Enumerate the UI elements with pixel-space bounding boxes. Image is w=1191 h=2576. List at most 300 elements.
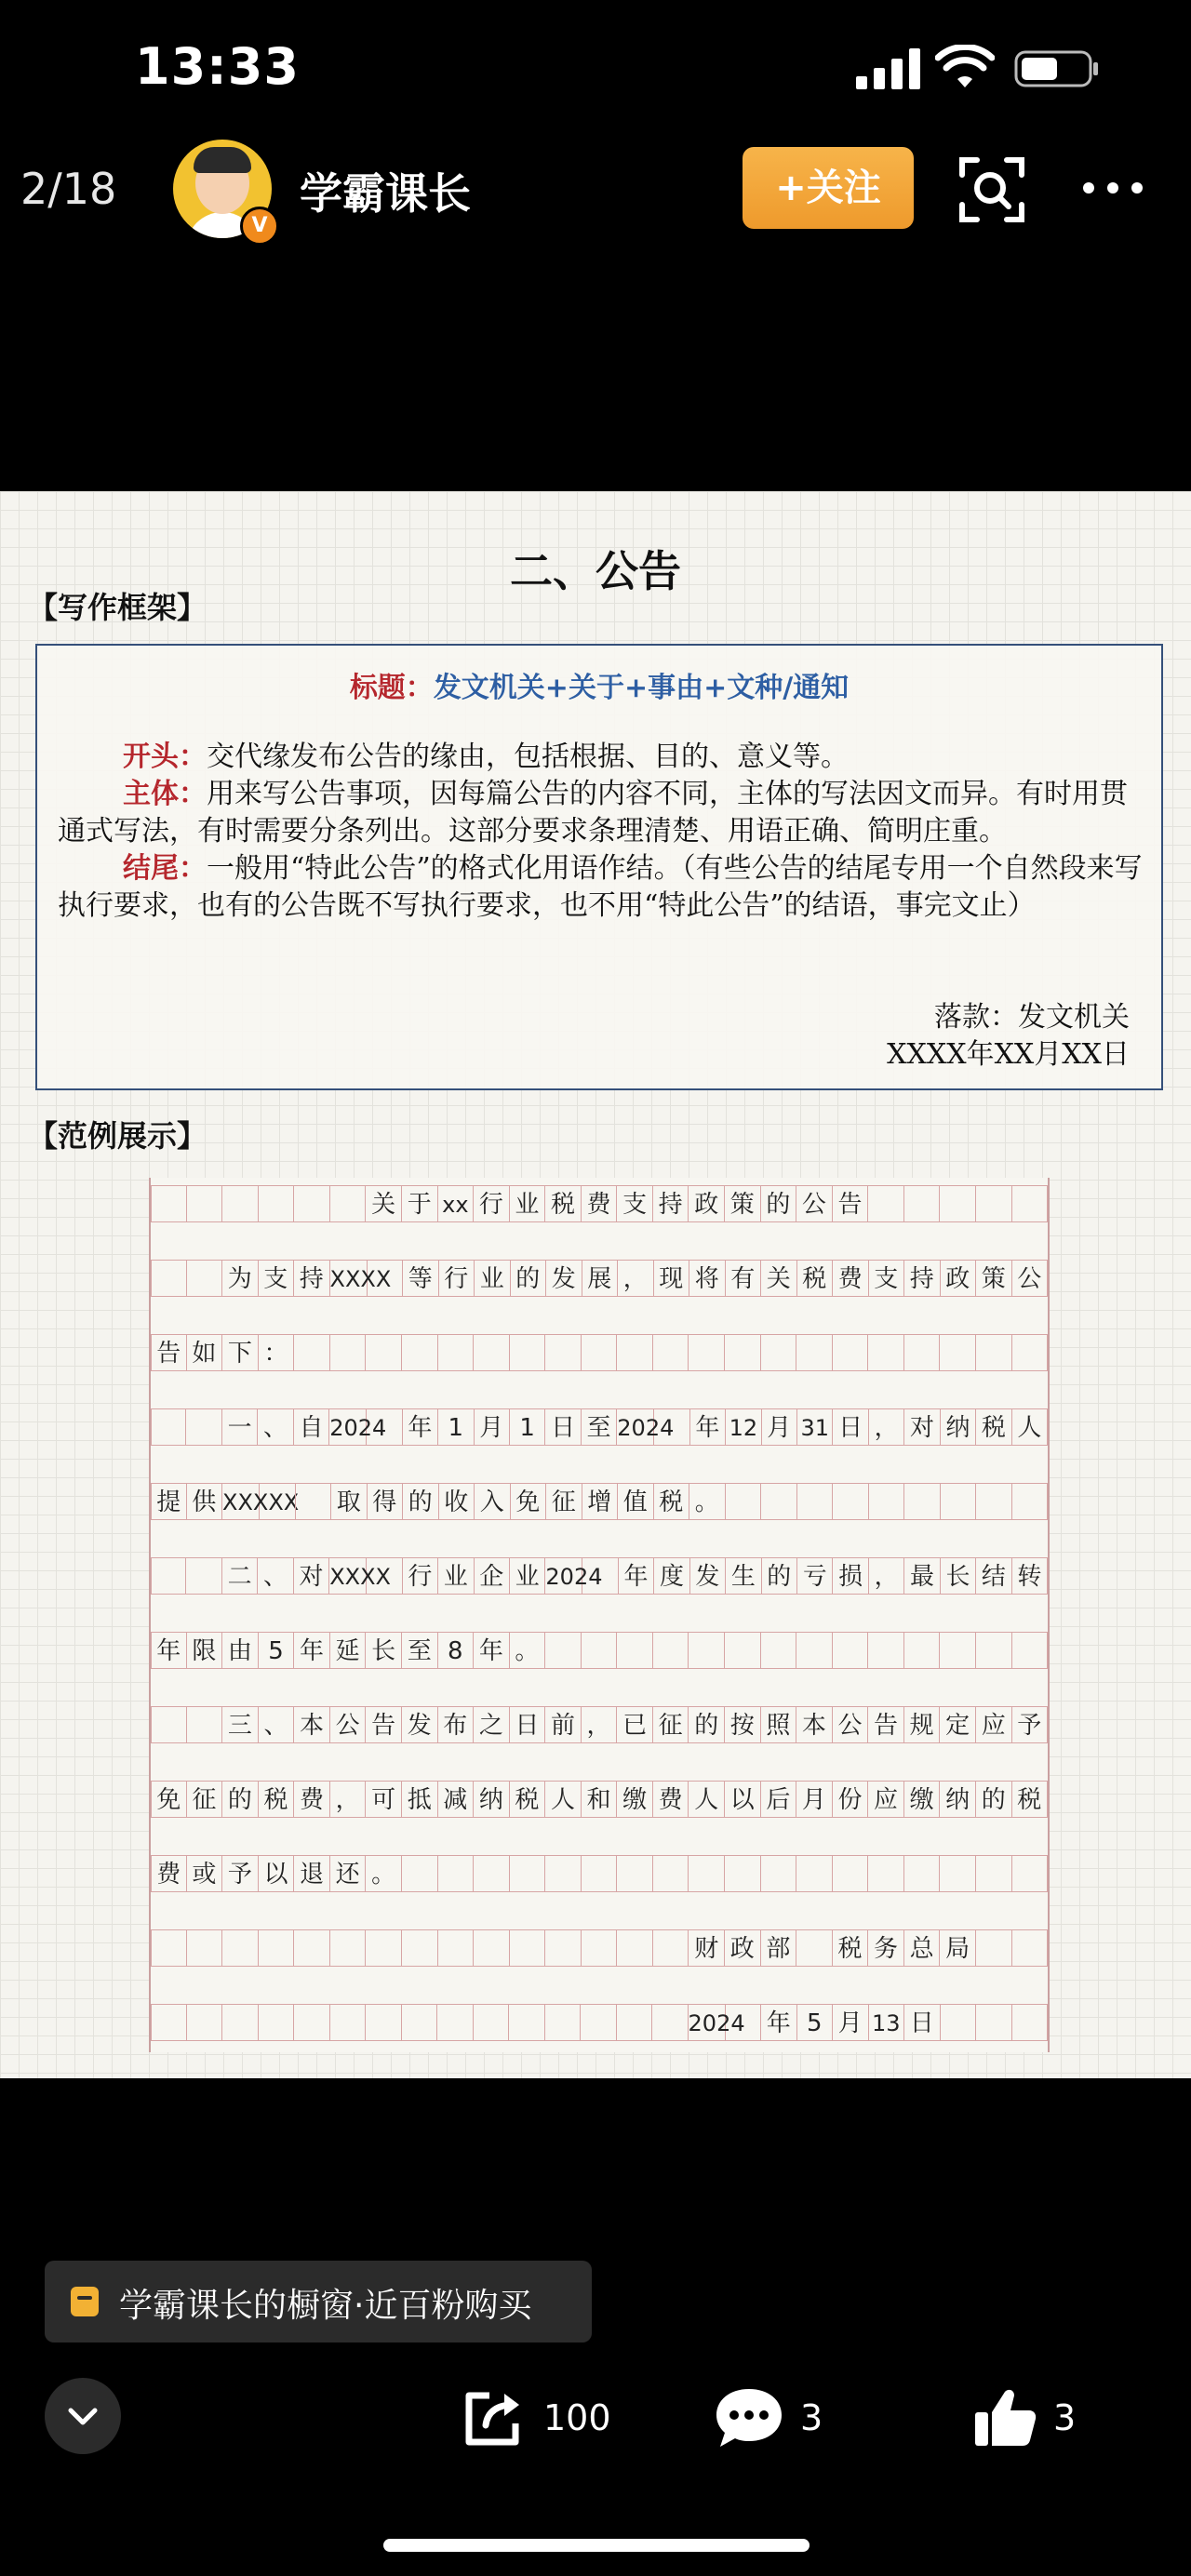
grid-cell: [868, 1855, 904, 1892]
grid-cell: 年: [403, 1408, 438, 1446]
comment-count: 3: [800, 2397, 823, 2438]
grid-cell: 供: [187, 1483, 223, 1520]
grid-cell: [1012, 1334, 1049, 1371]
grid-cell: [941, 2004, 977, 2041]
opening-text: 交代缘发布公告的缘由，包括根据、目的、意义等。: [207, 741, 849, 773]
grid-cell: 政: [725, 1929, 761, 1967]
like-button[interactable]: [971, 2385, 1076, 2450]
grid-cell: 以: [259, 1855, 295, 1892]
grid-cell: 现: [654, 1260, 690, 1297]
grid-cell: 转: [1012, 1557, 1048, 1595]
grid-row: [151, 1929, 1048, 1967]
grid-cell: 月: [475, 1408, 510, 1446]
grid-cell: 规: [904, 1706, 941, 1743]
grid-cell: [940, 1185, 976, 1222]
grid-cell: 支: [259, 1260, 295, 1297]
grid-cell: 局: [940, 1929, 976, 1967]
grid-cell: [976, 1855, 1012, 1892]
grid-cell: [761, 1855, 797, 1892]
grid-cell: 年: [761, 2004, 797, 2041]
grid-cell: 退: [294, 1855, 330, 1892]
grid-cell: 的: [403, 1483, 439, 1520]
grid-cell: 总: [904, 1929, 941, 1967]
grid-row: [151, 1781, 1048, 1818]
grid-cell: 对: [904, 1408, 940, 1446]
grid-cell: [474, 1334, 510, 1371]
grid-row: [151, 1557, 1048, 1595]
follow-button[interactable]: +关注: [743, 147, 914, 229]
page-counter: 2/18: [20, 164, 117, 214]
grid-cell: [689, 1632, 725, 1669]
grid-cell: [833, 1483, 869, 1520]
grid-cell: [581, 2004, 617, 2041]
grid-cell: [367, 1408, 402, 1446]
grid-cell: [151, 1260, 187, 1297]
grid-cell: [761, 1632, 797, 1669]
more-icon[interactable]: [1079, 164, 1146, 212]
grid-cell: [294, 1929, 330, 1967]
like-count: 3: [1053, 2397, 1077, 2438]
grid-cell: [940, 1632, 976, 1669]
grid-cell: 缴: [904, 1781, 941, 1818]
grid-cell: [151, 1929, 187, 1967]
grid-cell: 5: [797, 2004, 834, 2041]
signal-icon: [856, 48, 921, 89]
grid-cell: [582, 1929, 618, 1967]
grid-cell: 年: [294, 1632, 330, 1669]
grid-cell: 2024: [689, 2004, 726, 2041]
grid-cell: [151, 1557, 186, 1595]
grid-cell: [653, 1929, 689, 1967]
grid-cell: ：: [259, 1334, 295, 1371]
grid-cell: 人: [545, 1781, 582, 1818]
collapse-button[interactable]: [45, 2378, 121, 2454]
grid-cell: [402, 1855, 438, 1892]
grid-cell: [725, 1855, 761, 1892]
grid-cell: [151, 1185, 187, 1222]
framework-box: [35, 644, 1163, 1090]
grid-cell: 费: [294, 1781, 330, 1818]
grid-cell: 缴: [617, 1781, 653, 1818]
grid-cell: xx: [438, 1185, 475, 1222]
grid-cell: [330, 1929, 367, 1967]
grid-cell: [869, 1483, 905, 1520]
grid-cell: 支: [869, 1260, 905, 1297]
opening-label: 开头：: [123, 741, 207, 773]
grid-cell: 人: [689, 1781, 725, 1818]
grid-cell: 以: [725, 1781, 761, 1818]
grid-cell: 业: [510, 1185, 546, 1222]
grid-cell: 、: [258, 1408, 293, 1446]
grid-cell: 三: [222, 1706, 259, 1743]
grid-cell: [725, 1632, 761, 1669]
comment-icon: [713, 2385, 785, 2450]
grid-cell: [187, 1260, 223, 1297]
grid-cell: [796, 1929, 833, 1967]
grid-cell: 由: [222, 1632, 259, 1669]
image-search-icon[interactable]: [958, 156, 1025, 223]
grid-cell: 长: [941, 1557, 976, 1595]
grid-cell: 前: [545, 1706, 582, 1743]
grid-cell: 已: [617, 1706, 653, 1743]
grid-cell: [259, 2004, 295, 2041]
grid-cell: [151, 1706, 187, 1743]
grid-cell: 税: [833, 1929, 869, 1967]
grid-cell: 税: [510, 1781, 546, 1818]
grid-cell: 政: [941, 1260, 977, 1297]
share-button[interactable]: [462, 2385, 611, 2450]
framework-section-label: 【写作框架】: [28, 590, 207, 625]
grid-cell: [1012, 1185, 1049, 1222]
grid-cell: 8: [438, 1632, 475, 1669]
grid-cell: 展: [582, 1260, 619, 1297]
grid-cell: [510, 1855, 546, 1892]
grid-cell: [510, 1334, 546, 1371]
grid-cell: 业: [510, 1557, 545, 1595]
grid-cell: [976, 2004, 1012, 2041]
grid-cell: 一: [222, 1408, 258, 1446]
grid-cell: [545, 1929, 582, 1967]
grid-cell: 的: [689, 1706, 725, 1743]
grid-cell: [833, 1632, 869, 1669]
grid-cell: [474, 1855, 510, 1892]
grid-cell: [582, 1557, 618, 1595]
grid-cell: [868, 1185, 904, 1222]
grid-cell: 政: [689, 1185, 725, 1222]
grid-cell: 下: [222, 1334, 259, 1371]
framework-signature: [887, 999, 1130, 1074]
grid-cell: [402, 1334, 438, 1371]
grid-cell: [797, 1483, 834, 1520]
grid-cell: [368, 1260, 404, 1297]
grid-cell: 本: [796, 1706, 833, 1743]
share-icon: [462, 2388, 529, 2448]
grid-cell: [366, 2004, 402, 2041]
username[interactable]: 学霸课长: [300, 168, 471, 219]
title-label: 标题：: [349, 672, 434, 704]
grid-cell: 征: [187, 1781, 223, 1818]
grid-cell: XXXXX: [222, 1483, 260, 1520]
grid-cell: [653, 1632, 689, 1669]
body-paragraph: [58, 776, 1143, 850]
grid-cell: [474, 1929, 510, 1967]
grid-cell: 人: [1012, 1408, 1048, 1446]
grid-cell: 公: [1012, 1260, 1049, 1297]
grid-cell: [438, 1929, 475, 1967]
grid-cell: 应: [976, 1706, 1012, 1743]
grid-cell: [294, 2004, 330, 2041]
grid-cell: 有: [726, 1260, 762, 1297]
grid-cell: 征: [546, 1483, 582, 1520]
grid-cell: [222, 1185, 259, 1222]
grid-cell: [725, 1334, 761, 1371]
grid-cell: 行: [439, 1260, 475, 1297]
grid-cell: [726, 1483, 762, 1520]
grid-cell: [617, 1855, 653, 1892]
grid-cell: 还: [330, 1855, 367, 1892]
grid-cell: 、: [259, 1706, 295, 1743]
grid-cell: 年: [474, 1632, 510, 1669]
grid-cell: 可: [366, 1781, 402, 1818]
grid-cell: [653, 1855, 689, 1892]
grid-cell: 2024: [329, 1408, 367, 1446]
grid-cell: [652, 2004, 689, 2041]
grid-cell: XXXX: [329, 1557, 367, 1595]
grid-cell: 日: [833, 1408, 868, 1446]
grid-cell: 1: [438, 1408, 474, 1446]
grid-cell: 部: [761, 1929, 797, 1967]
shop-window-label: 学霸课长的橱窗·近百粉购买: [119, 2287, 532, 2325]
grid-cell: [510, 1929, 546, 1967]
comment-button[interactable]: [713, 2385, 823, 2450]
grid-cell: 提: [151, 1483, 187, 1520]
grid-cell: 告: [366, 1706, 402, 1743]
grid-cell: 征: [653, 1706, 689, 1743]
grid-cell: 告: [868, 1706, 904, 1743]
grid-cell: 生: [726, 1557, 761, 1595]
grid-cell: [474, 2004, 510, 2041]
grid-cell: [294, 1334, 330, 1371]
grid-cell: [976, 1334, 1012, 1371]
grid-cell: [796, 1632, 833, 1669]
grid-cell: 关: [761, 1260, 797, 1297]
verified-badge-icon: V: [240, 207, 279, 246]
grid-cell: [833, 1334, 869, 1371]
grid-cell: [259, 1185, 295, 1222]
grid-cell: 长: [366, 1632, 402, 1669]
grid-cell: 入: [475, 1483, 511, 1520]
grid-cell: 本: [294, 1706, 330, 1743]
grid-cell: 的: [762, 1557, 797, 1595]
grid-cell: [617, 1632, 653, 1669]
grid-cell: [294, 1185, 330, 1222]
home-indicator: [383, 2539, 810, 2552]
grid-cell: 31: [797, 1408, 833, 1446]
grid-cell: 布: [438, 1706, 475, 1743]
grid-cell: [260, 1483, 296, 1520]
grid-cell: [438, 1334, 475, 1371]
grid-cell: 的: [976, 1781, 1012, 1818]
grid-cell: [761, 1334, 797, 1371]
grid-cell: [259, 1929, 295, 1967]
grid-cell: 如: [187, 1334, 223, 1371]
grid-cell: [726, 2004, 762, 2041]
battery-icon: [1014, 50, 1100, 87]
grid-cell: 税: [797, 1260, 834, 1297]
grid-cell: [187, 2004, 223, 2041]
body-label: 主体：: [123, 778, 207, 810]
grid-cell: 对: [294, 1557, 329, 1595]
grid-row: [151, 1260, 1048, 1297]
grid-row: [151, 1408, 1048, 1446]
grid-cell: 纳: [940, 1781, 976, 1818]
grid-cell: 费: [582, 1185, 618, 1222]
grid-cell: [402, 2004, 438, 2041]
grid-cell: [545, 2004, 582, 2041]
grid-cell: 亏: [797, 1557, 833, 1595]
grid-cell: 费: [653, 1781, 689, 1818]
grid-cell: 策: [976, 1260, 1012, 1297]
grid-cell: [545, 1632, 582, 1669]
grid-cell: 财: [689, 1929, 725, 1967]
grid-cell: ，: [869, 1408, 904, 1446]
grid-cell: 收: [439, 1483, 475, 1520]
framework-title: [37, 670, 1161, 707]
grid-cell: [151, 2004, 187, 2041]
grid-cell: [438, 1855, 475, 1892]
grid-row: [151, 1483, 1048, 1520]
grid-cell: 纳: [474, 1781, 510, 1818]
grid-cell: [689, 1855, 725, 1892]
grid-cell: 日: [904, 2004, 941, 2041]
grid-cell: 取: [331, 1483, 368, 1520]
grid-cell: [976, 1929, 1012, 1967]
grid-cell: 告: [151, 1334, 187, 1371]
grid-row: [151, 1706, 1048, 1743]
grid-cell: [1012, 1483, 1049, 1520]
grid-cell: 将: [689, 1260, 726, 1297]
grid-cell: 。: [689, 1483, 726, 1520]
opening-paragraph: [58, 739, 1143, 776]
grid-cell: [330, 2004, 367, 2041]
grid-cell: 2024: [617, 1408, 654, 1446]
grid-cell: 关: [366, 1185, 402, 1222]
grid-cell: [187, 1706, 223, 1743]
grid-cell: [186, 1408, 221, 1446]
grid-cell: [940, 1334, 976, 1371]
example-section-label: 【范例展示】: [28, 1118, 207, 1154]
grid-cell: [796, 1855, 833, 1892]
grid-cell: 支: [617, 1185, 653, 1222]
grid-cell: 得: [368, 1483, 404, 1520]
grid-cell: 日: [545, 1408, 581, 1446]
grid-cell: [761, 1483, 797, 1520]
grid-cell: [940, 1855, 976, 1892]
example-grid-paper: [149, 1178, 1050, 2052]
grid-cell: 费: [833, 1260, 869, 1297]
grid-cell: 于: [402, 1185, 438, 1222]
grid-cell: [617, 1334, 653, 1371]
grid-cell: 企: [475, 1557, 510, 1595]
grid-cell: 后: [761, 1781, 797, 1818]
grid-cell: 费: [151, 1855, 187, 1892]
grid-cell: 结: [976, 1557, 1011, 1595]
grid-cell: [976, 1632, 1012, 1669]
grid-cell: 和: [582, 1781, 618, 1818]
grid-cell: 为: [222, 1260, 259, 1297]
ending-label: 结尾：: [123, 852, 207, 885]
title-value: 发文机关+关于+事由+文种/通知: [433, 672, 850, 704]
grid-cell: [222, 1929, 259, 1967]
grid-cell: 或: [187, 1855, 223, 1892]
grid-cell: 税: [654, 1483, 690, 1520]
grid-cell: 度: [654, 1557, 689, 1595]
grid-cell: [904, 1632, 941, 1669]
grid-cell: 之: [474, 1706, 510, 1743]
grid-cell: [976, 1483, 1012, 1520]
grid-cell: 应: [868, 1781, 904, 1818]
date-line: XXXX年XX月XX日: [887, 1038, 1130, 1071]
grid-cell: [437, 2004, 474, 2041]
grid-cell: 持: [294, 1260, 330, 1297]
grid-cell: [617, 1929, 653, 1967]
grid-cell: [904, 1334, 941, 1371]
grid-cell: 。: [510, 1632, 546, 1669]
grid-cell: [402, 1929, 438, 1967]
grid-cell: 行: [403, 1557, 438, 1595]
grid-cell: 按: [725, 1706, 761, 1743]
grid-cell: 值: [618, 1483, 654, 1520]
grid-cell: 自: [294, 1408, 329, 1446]
grid-cell: ，: [618, 1260, 654, 1297]
body-text: 用来写公告事项，因每篇公告的内容不同，主体的写法因文而异。有时用贯通式写法，有时需要分条列出。这部分要求条理清楚、用语正确、简明庄重。: [58, 778, 1128, 848]
grid-cell: [367, 1557, 402, 1595]
grid-cell: 行: [474, 1185, 510, 1222]
grid-cell: [366, 1334, 402, 1371]
grid-cell: [187, 1929, 223, 1967]
grid-cell: 、: [258, 1557, 293, 1595]
grid-cell: [186, 1557, 221, 1595]
grid-cell: 份: [833, 1781, 869, 1818]
grid-cell: 予: [222, 1855, 259, 1892]
grid-cell: [151, 1408, 186, 1446]
grid-cell: 业: [438, 1557, 474, 1595]
grid-cell: [330, 1185, 367, 1222]
grid-cell: 月: [833, 2004, 869, 2041]
grid-cell: 等: [403, 1260, 439, 1297]
status-bar: [0, 0, 1191, 140]
grid-cell: 12: [726, 1408, 761, 1446]
grid-cell: 月: [796, 1781, 833, 1818]
grid-cell: 公: [796, 1185, 833, 1222]
grid-cell: [653, 1334, 689, 1371]
grid-cell: 持: [904, 1260, 941, 1297]
grid-cell: 限: [187, 1632, 223, 1669]
chevron-down-icon: [67, 2402, 99, 2430]
grid-cell: 发: [690, 1557, 726, 1595]
framework-body: [58, 739, 1143, 925]
post-image[interactable]: [0, 491, 1191, 2078]
grid-cell: [582, 1334, 618, 1371]
grid-cell: 发: [546, 1260, 582, 1297]
ending-text: 一般用“特此公告”的格式化用语作结。（有些公告的结尾专用一个自然段来写执行要求，也有的公告既不写执行要求，也不用“特此公告”的结语，事完文止）: [58, 852, 1143, 922]
grid-cell: [1012, 1929, 1049, 1967]
grid-cell: 延: [330, 1632, 367, 1669]
grid-cell: [582, 1855, 618, 1892]
grid-cell: [187, 1185, 223, 1222]
grid-cell: 。: [366, 1855, 402, 1892]
signature-line: 落款：发文机关: [934, 1001, 1130, 1034]
grid-cell: [868, 1632, 904, 1669]
shop-window-button[interactable]: [45, 2261, 592, 2342]
grid-cell: 年: [619, 1557, 654, 1595]
grid-cell: 的: [222, 1781, 259, 1818]
grid-cell: 13: [869, 2004, 905, 2041]
grid-cell: 持: [653, 1185, 689, 1222]
grid-cell: 予: [1012, 1706, 1049, 1743]
shop-bag-icon: [71, 2287, 99, 2316]
ending-paragraph: [58, 850, 1143, 925]
grid-cell: 减: [438, 1781, 475, 1818]
grid-cell: 增: [582, 1483, 619, 1520]
grid-cell: 1: [510, 1408, 545, 1446]
grid-cell: 策: [725, 1185, 761, 1222]
grid-cell: 年: [151, 1632, 187, 1669]
grid-cell: [941, 1483, 977, 1520]
grid-cell: [222, 2004, 259, 2041]
grid-cell: [1012, 1632, 1049, 1669]
grid-cell: 免: [511, 1483, 547, 1520]
